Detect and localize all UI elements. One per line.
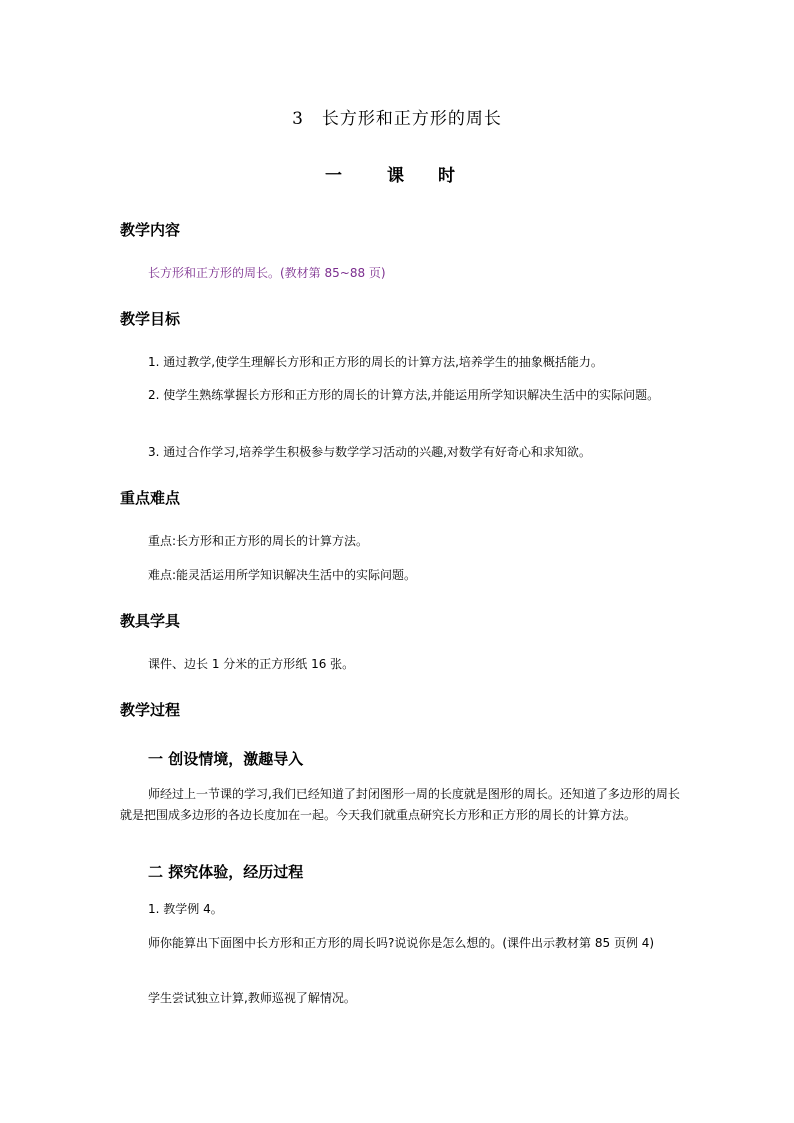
section-heading-key-points: 重点难点 bbox=[120, 489, 181, 507]
process-part1-heading: 一 创设情境，激趣导入 bbox=[148, 750, 304, 768]
page-title: 3 长方形和正方形的周长 bbox=[292, 109, 502, 129]
process-part1-text: 师经过上一节课的学习,我们已经知道了封闭图形一周的长度就是图形的周长。还知道了多边形的周长就是把围成多边形的各边长度加在一起。今天我们就重点研究长方形和正方形的周长的计算方法。 bbox=[120, 787, 680, 822]
section-heading-goals: 教学目标 bbox=[120, 310, 181, 328]
process-step1: 1. 教学例 4。 bbox=[148, 902, 223, 916]
process-question: 师你能算出下面图中长方形和正方形的周长吗?说说你是怎么想的。(课件出示教材第 85 页例 4) bbox=[148, 936, 655, 950]
goal-item-1: 1. 通过教学,使学生理解长方形和正方形的周长的计算方法,培养学生的抽象概括能力。 bbox=[148, 355, 603, 369]
section-heading-content: 教学内容 bbox=[120, 221, 181, 239]
tools-text: 课件、边长 1 分米的正方形纸 16 张。 bbox=[148, 657, 355, 671]
process-observe: 学生尝试独立计算,教师巡视了解情况。 bbox=[148, 991, 356, 1005]
difficulty-text: 难点:能灵活运用所学知识解决生活中的实际问题。 bbox=[148, 568, 417, 582]
section-heading-tools: 教具学具 bbox=[120, 612, 181, 630]
goal-item-2: 2. 使学生熟练掌握长方形和正方形的周长的计算方法,并能运用所学知识解决生活中的实际问题。 bbox=[148, 388, 660, 402]
process-part2-heading: 二 探究体验，经历过程 bbox=[148, 863, 304, 881]
section-heading-process: 教学过程 bbox=[120, 701, 181, 719]
lesson-subtitle: 一 课 时 bbox=[325, 166, 469, 186]
goal-item-3: 3. 通过合作学习,培养学生积极参与数学学习活动的兴趣,对数学有好奇心和求知欲。 bbox=[148, 445, 591, 459]
content-text: 长方形和正方形的周长。(教材第 85~88 页) bbox=[148, 266, 386, 280]
key-point-text: 重点:长方形和正方形的周长的计算方法。 bbox=[148, 534, 369, 548]
